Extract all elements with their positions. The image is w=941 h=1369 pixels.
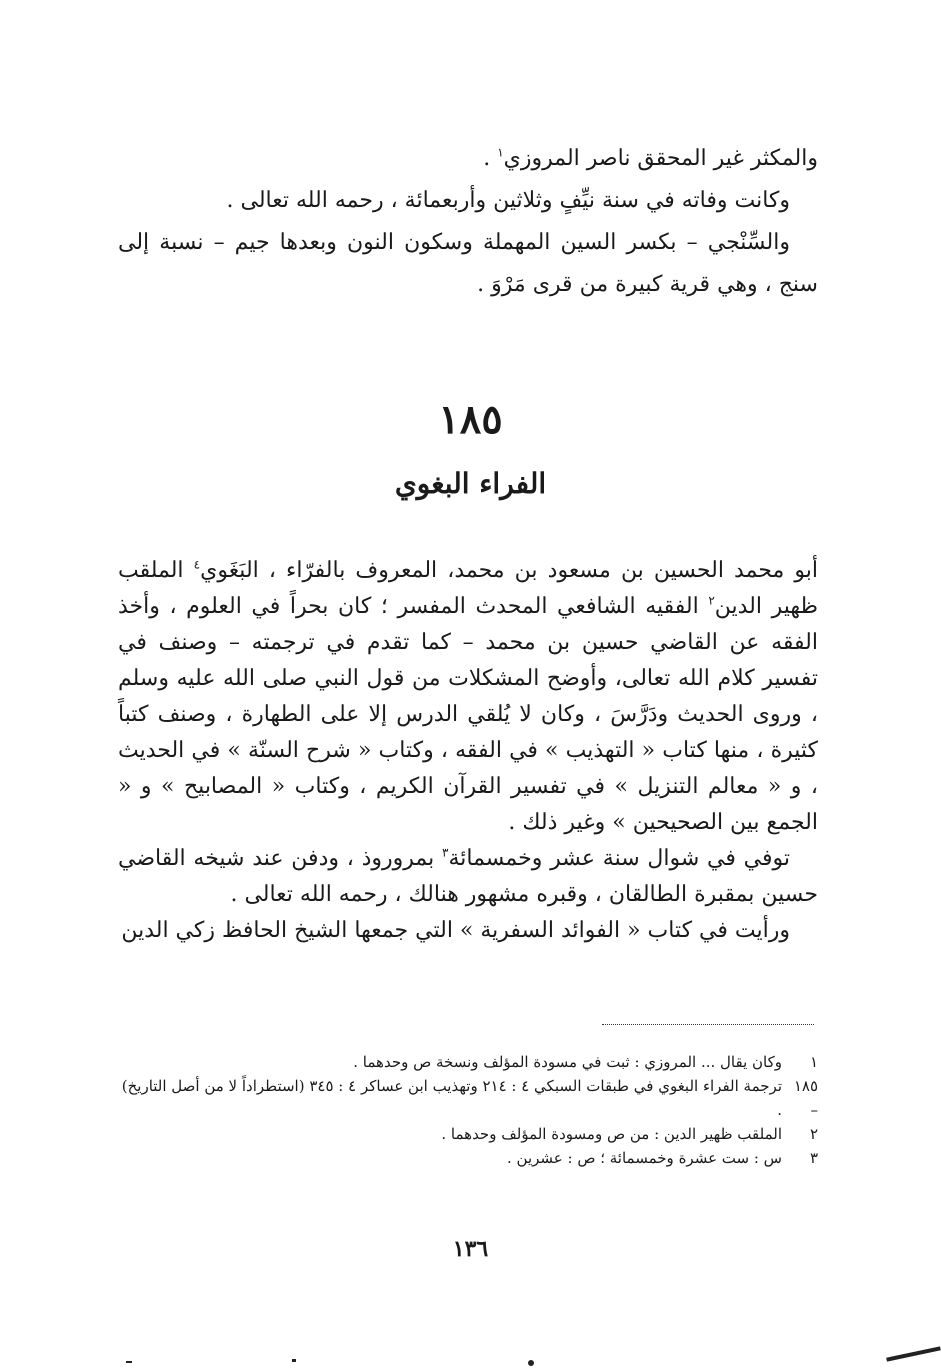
footnote-ref: ٢ [708, 593, 715, 608]
paragraph-text: ورأيت في كتاب « الفوائد السفرية » التي جمعها الشيخ الحافظ زكي الدين [121, 918, 790, 943]
paragraph [118, 553, 818, 841]
page-number: ١٣٦ [452, 1236, 489, 1262]
footnote-text: س : ست عشرة وخمسمائة ؛ ص : عشرين . [507, 1149, 782, 1167]
footnote-text: ترجمة الفراء البغوي في طبقات السبكي ٤ : ٢١٤ وتهذيب ابن عساكر ٤ : ٣٤٥ (استطراداً لا من أصل التاريخ) . [121, 1077, 782, 1119]
scan-mark [528, 1360, 534, 1366]
footnotes [118, 1050, 818, 1170]
paragraph [118, 180, 818, 222]
footnote-number: ١٨٥ – [793, 1077, 818, 1119]
footnote [118, 1050, 818, 1074]
paragraph-text: والمكثر غير المحقق ناصر المروزي [503, 146, 818, 171]
footnote [118, 1074, 818, 1122]
footnote-text: وكان يقال ... المروزي : ثبت في مسودة المؤلف ونسخة ص وحدهما . [353, 1053, 782, 1071]
footnote-number: ١ [809, 1053, 818, 1071]
paragraph-text: الفقيه الشافعي المحدث المفسر ؛ كان بحراً في العلوم ، وأخذ الفقه عن القاضي حسين بن محمد – كما تقدم في ترجمته – وصنف في تفسير كلام الله تعالى، وأوضح المشكلات من قول النبي صلى الله عليه وسلم ، وروى الحديث ودَرَّسَ ، وكان لا يُلقي الدرس إلا على الطهارة ، وصنف كتباً كثيرة ، منها كتاب « التهذيب » في الفقه ، وكتاب « شرح السنّة » في الحديث ، و « معالم التنزيل » في تفسير القرآن الكريم ، وكتاب « المصابيح » و « الجمع بين الصحيحين » وغير ذلك . [118, 594, 818, 835]
entry-body [118, 553, 818, 949]
entry-number: ١٨٥ [438, 396, 503, 443]
footnote-ref: ٤ [193, 557, 201, 572]
paragraph-text: توفي في شوال سنة عشر وخمسمائة [448, 846, 790, 871]
paragraph-text: وكانت وفاته في سنة نيِّفٍ وثلاثين وأربعمائة ، رحمه الله تعالى . [226, 188, 790, 213]
footnote [118, 1146, 818, 1170]
paragraph [118, 913, 818, 949]
paragraph [118, 841, 818, 913]
paragraph-text: والسِّنْجي – بكسر السين المهملة وسكون النون وبعدها جيم – نسبة إلى سنج ، وهي قرية كبيرة من قرى مَرْوَ . [118, 230, 818, 297]
footnote-ref: ١ [497, 145, 504, 160]
footnote-number: ٣ [809, 1149, 818, 1167]
paragraph [118, 138, 818, 180]
previous-entry-tail [118, 138, 818, 306]
paragraph-text: أبو محمد الحسين بن مسعود بن محمد، المعروف بالفرّاء ، البَغَوي [200, 558, 818, 583]
footnote-ref: ٣ [442, 845, 449, 860]
footnote-separator [602, 1024, 814, 1025]
footnote [118, 1122, 818, 1146]
paragraph-text: . [483, 146, 498, 171]
scan-mark [126, 1361, 132, 1363]
scan-mark [886, 1346, 941, 1361]
paragraph-text: الملقب ظهير الدين [118, 558, 819, 619]
entry-title: الفراء البغوي [394, 467, 547, 500]
paragraph [118, 222, 818, 306]
footnote-text: الملقب ظهير الدين : من ص ومسودة المؤلف وحدهما . [441, 1125, 782, 1143]
scan-mark [292, 1359, 296, 1362]
footnote-number: ٢ [809, 1125, 818, 1143]
paragraph-text: بمروروذ ، ودفن عند شيخه القاضي حسين بمقبرة الطالقان ، وقبره مشهور هنالك ، رحمه الله تعالى . [118, 846, 818, 907]
